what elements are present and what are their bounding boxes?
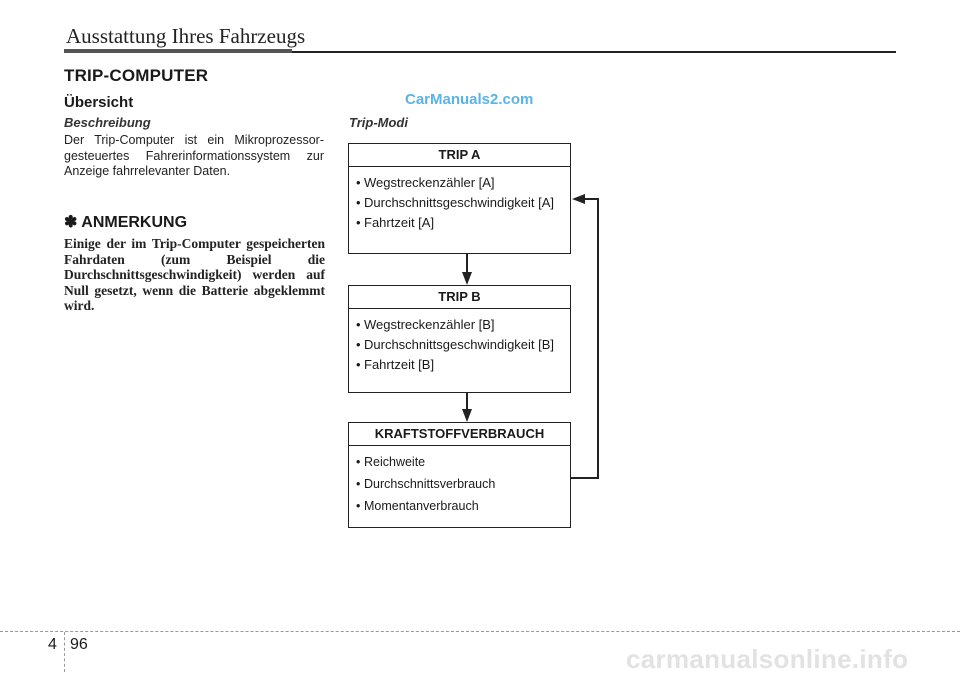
trip-b-title: TRIP B bbox=[349, 286, 570, 309]
list-item-text: Fahrtzeit [B] bbox=[364, 357, 435, 372]
page-number: 96 bbox=[70, 636, 88, 653]
diagram-label: Trip-Modi bbox=[349, 115, 408, 130]
list-item-text: Durchschnittsgeschwindigkeit [A] bbox=[364, 195, 555, 210]
watermark-footer: carmanualsonline.info bbox=[626, 644, 909, 674]
section-title: TRIP-COMPUTER bbox=[64, 66, 209, 85]
list-item-text: Momentanverbrauch bbox=[364, 499, 479, 513]
arrow-fuel-to-trip-a bbox=[571, 194, 598, 478]
list-item-text: Durchschnittsgeschwindigkeit [B] bbox=[364, 337, 555, 352]
list-item-text: Wegstreckenzähler [B] bbox=[364, 317, 495, 332]
watermark-link[interactable]: CarManuals2.com bbox=[405, 91, 534, 108]
footer-divider bbox=[0, 631, 960, 632]
arrow-trip-a-to-trip-b bbox=[462, 254, 472, 285]
bullet-icon: • bbox=[356, 175, 361, 190]
bullet-icon: • bbox=[356, 455, 361, 469]
bullet-icon: • bbox=[356, 195, 361, 210]
page-header-title: Ausstattung Ihres Fahrzeugs bbox=[66, 24, 306, 48]
description-text: Der Trip-Computer ist ein Mikroprozessor-gesteuertes Fahrerinformationssystem zur Anzeige fahrrelevanter Daten. bbox=[64, 133, 324, 178]
asterisk-icon: ✽ bbox=[64, 214, 78, 231]
bullet-icon: • bbox=[356, 499, 361, 513]
note-text: Einige der im Trip-Computer gespeicherten Fahrdaten (zum Beispiel die Durchschnittsgeschwindigkeit) werden auf Null gesetzt, wenn die Batterie abgeklemmt wird. bbox=[64, 236, 325, 313]
bullet-icon: • bbox=[356, 215, 361, 230]
list-item-text: Fahrtzeit [A] bbox=[364, 215, 435, 230]
bullet-icon: • bbox=[356, 317, 361, 332]
note-title: ANMERKUNG bbox=[81, 214, 188, 231]
bullet-icon: • bbox=[356, 357, 361, 372]
bullet-icon: • bbox=[356, 477, 361, 491]
description-label: Beschreibung bbox=[64, 115, 151, 130]
bullet-icon: • bbox=[356, 337, 361, 352]
chapter-number: 4 bbox=[48, 636, 57, 653]
list-item-text: Wegstreckenzähler [A] bbox=[364, 175, 495, 190]
list-item-text: Durchschnittsverbrauch bbox=[364, 477, 496, 491]
trip-a-title: TRIP A bbox=[349, 144, 570, 167]
footer-page-separator bbox=[64, 632, 65, 672]
subsection-title: Übersicht bbox=[64, 94, 134, 111]
arrow-trip-b-to-fuel bbox=[462, 393, 472, 422]
fuel-consumption-title: KRAFTSTOFFVERBRAUCH bbox=[349, 423, 570, 446]
list-item-text: Reichweite bbox=[364, 455, 426, 469]
